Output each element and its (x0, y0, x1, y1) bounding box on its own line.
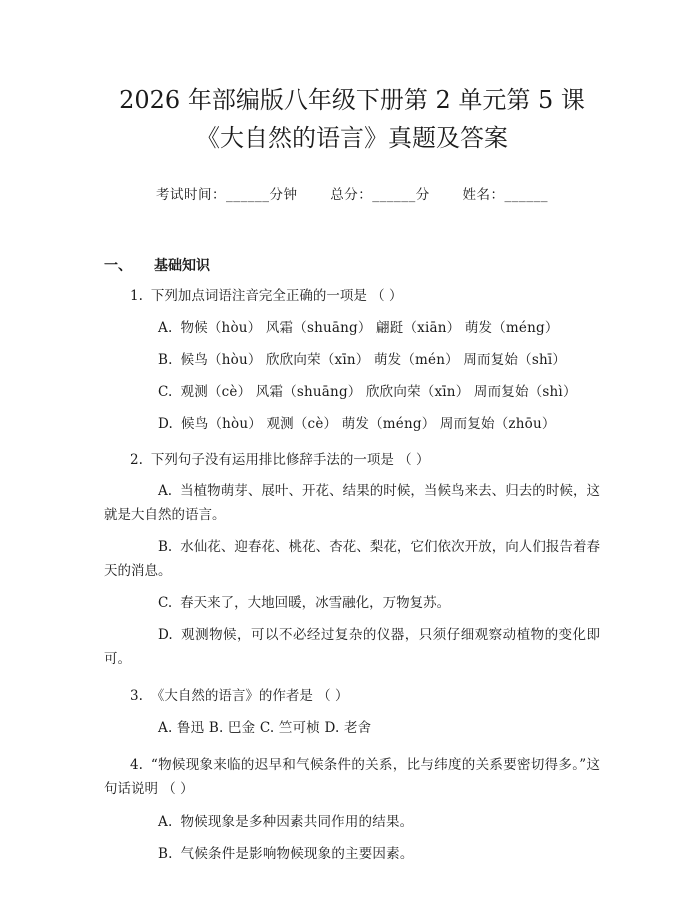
option-text: 物候现象是多种因素共同作用的结果。 (180, 814, 414, 830)
option-text: 水仙花、迎春花、桃花、杏花、梨花，它们依次开放，向人们报告着春天的消息。 (104, 539, 600, 579)
option-label: C. (158, 595, 173, 611)
option-label: B. (158, 846, 173, 862)
option-text: 观测物候，可以不必经过复杂的仪器，只须仔细观察动植物的变化即可。 (104, 627, 600, 667)
option-label: B. (158, 539, 173, 555)
question-2 (104, 449, 600, 471)
total-score-field: 总分：______分 (330, 187, 430, 203)
section-label: 基础知识 (154, 258, 210, 274)
question-text: 下列句子没有运用排比修辞手法的一项是 （ ） (150, 452, 430, 468)
option-text: 当植物萌芽、展叶、开花、结果的时候，当候鸟来去、归去的时候，这就是大自然的语言。 (104, 483, 600, 523)
option-text: 气候条件是影响物候现象的主要因素。 (180, 846, 414, 862)
question-3 (104, 685, 600, 707)
option-text: 候鸟（hòu） 欣欣向荣（xīn） 萌发（mén） 周而复始（shī） (180, 352, 567, 368)
q1-option-c (104, 381, 600, 403)
document-title-line-2: 《大自然的语言》真题及答案 (196, 124, 508, 152)
option-text: 物候（hòu） 风霜（shuāng） 翩跹（xiān） 萌发（méng） (180, 320, 559, 336)
q4-option-a (104, 811, 600, 833)
q4-option-b (104, 843, 600, 865)
q2-option-c (104, 591, 600, 615)
question-number: 4. (130, 757, 143, 773)
option-label: D. (158, 416, 174, 432)
question-number: 2. (130, 452, 143, 468)
question-number: 1. (130, 288, 143, 304)
option-text: 候鸟（hòu） 观测（cè） 萌发（méng） 周而复始（zhōu） (181, 416, 556, 432)
question-number: 3. (130, 688, 143, 704)
question-4 (104, 753, 600, 801)
q2-option-b (104, 535, 600, 583)
option-label: A. (158, 320, 173, 336)
option-label: A. (158, 814, 173, 830)
exam-meta (104, 183, 600, 203)
section-heading (104, 255, 600, 275)
option-text: 春天来了，大地回暖，冰雪融化，万物复苏。 (180, 595, 451, 611)
question-1 (104, 285, 600, 307)
option-label: C. (158, 384, 173, 400)
q3-options: A. 鲁迅 B. 巴金 C. 竺可桢 D. 老舍 (158, 720, 372, 736)
exam-time-field: 考试时间：______分钟 (155, 187, 298, 203)
q1-option-b (104, 349, 600, 371)
question-text: 《大自然的语言》的作者是 （ ） (150, 688, 349, 704)
option-text: 观测（cè） 风霜（shuāng） 欣欣向荣（xīn） 周而复始（shì） (180, 384, 577, 400)
name-field: 姓名：______ (462, 187, 549, 203)
document-title-line-1: 2026 年部编版八年级下册第 2 单元第 5 课 (119, 86, 585, 114)
question-text: “物候现象来临的迟早和气候条件的关系，比与纬度的关系要密切得多。”这句话说明 （ ） (104, 757, 600, 797)
q1-option-a (104, 317, 600, 339)
q1-option-d (104, 413, 600, 435)
q2-option-a (104, 479, 600, 527)
option-label: D. (158, 627, 173, 643)
option-label: A. (158, 483, 173, 499)
question-text: 下列加点词语注音完全正确的一项是 （ ） (150, 288, 403, 304)
option-label: B. (158, 352, 173, 368)
q2-option-d (104, 623, 600, 671)
title-block (104, 0, 600, 157)
section-number: 一、 (104, 258, 132, 274)
